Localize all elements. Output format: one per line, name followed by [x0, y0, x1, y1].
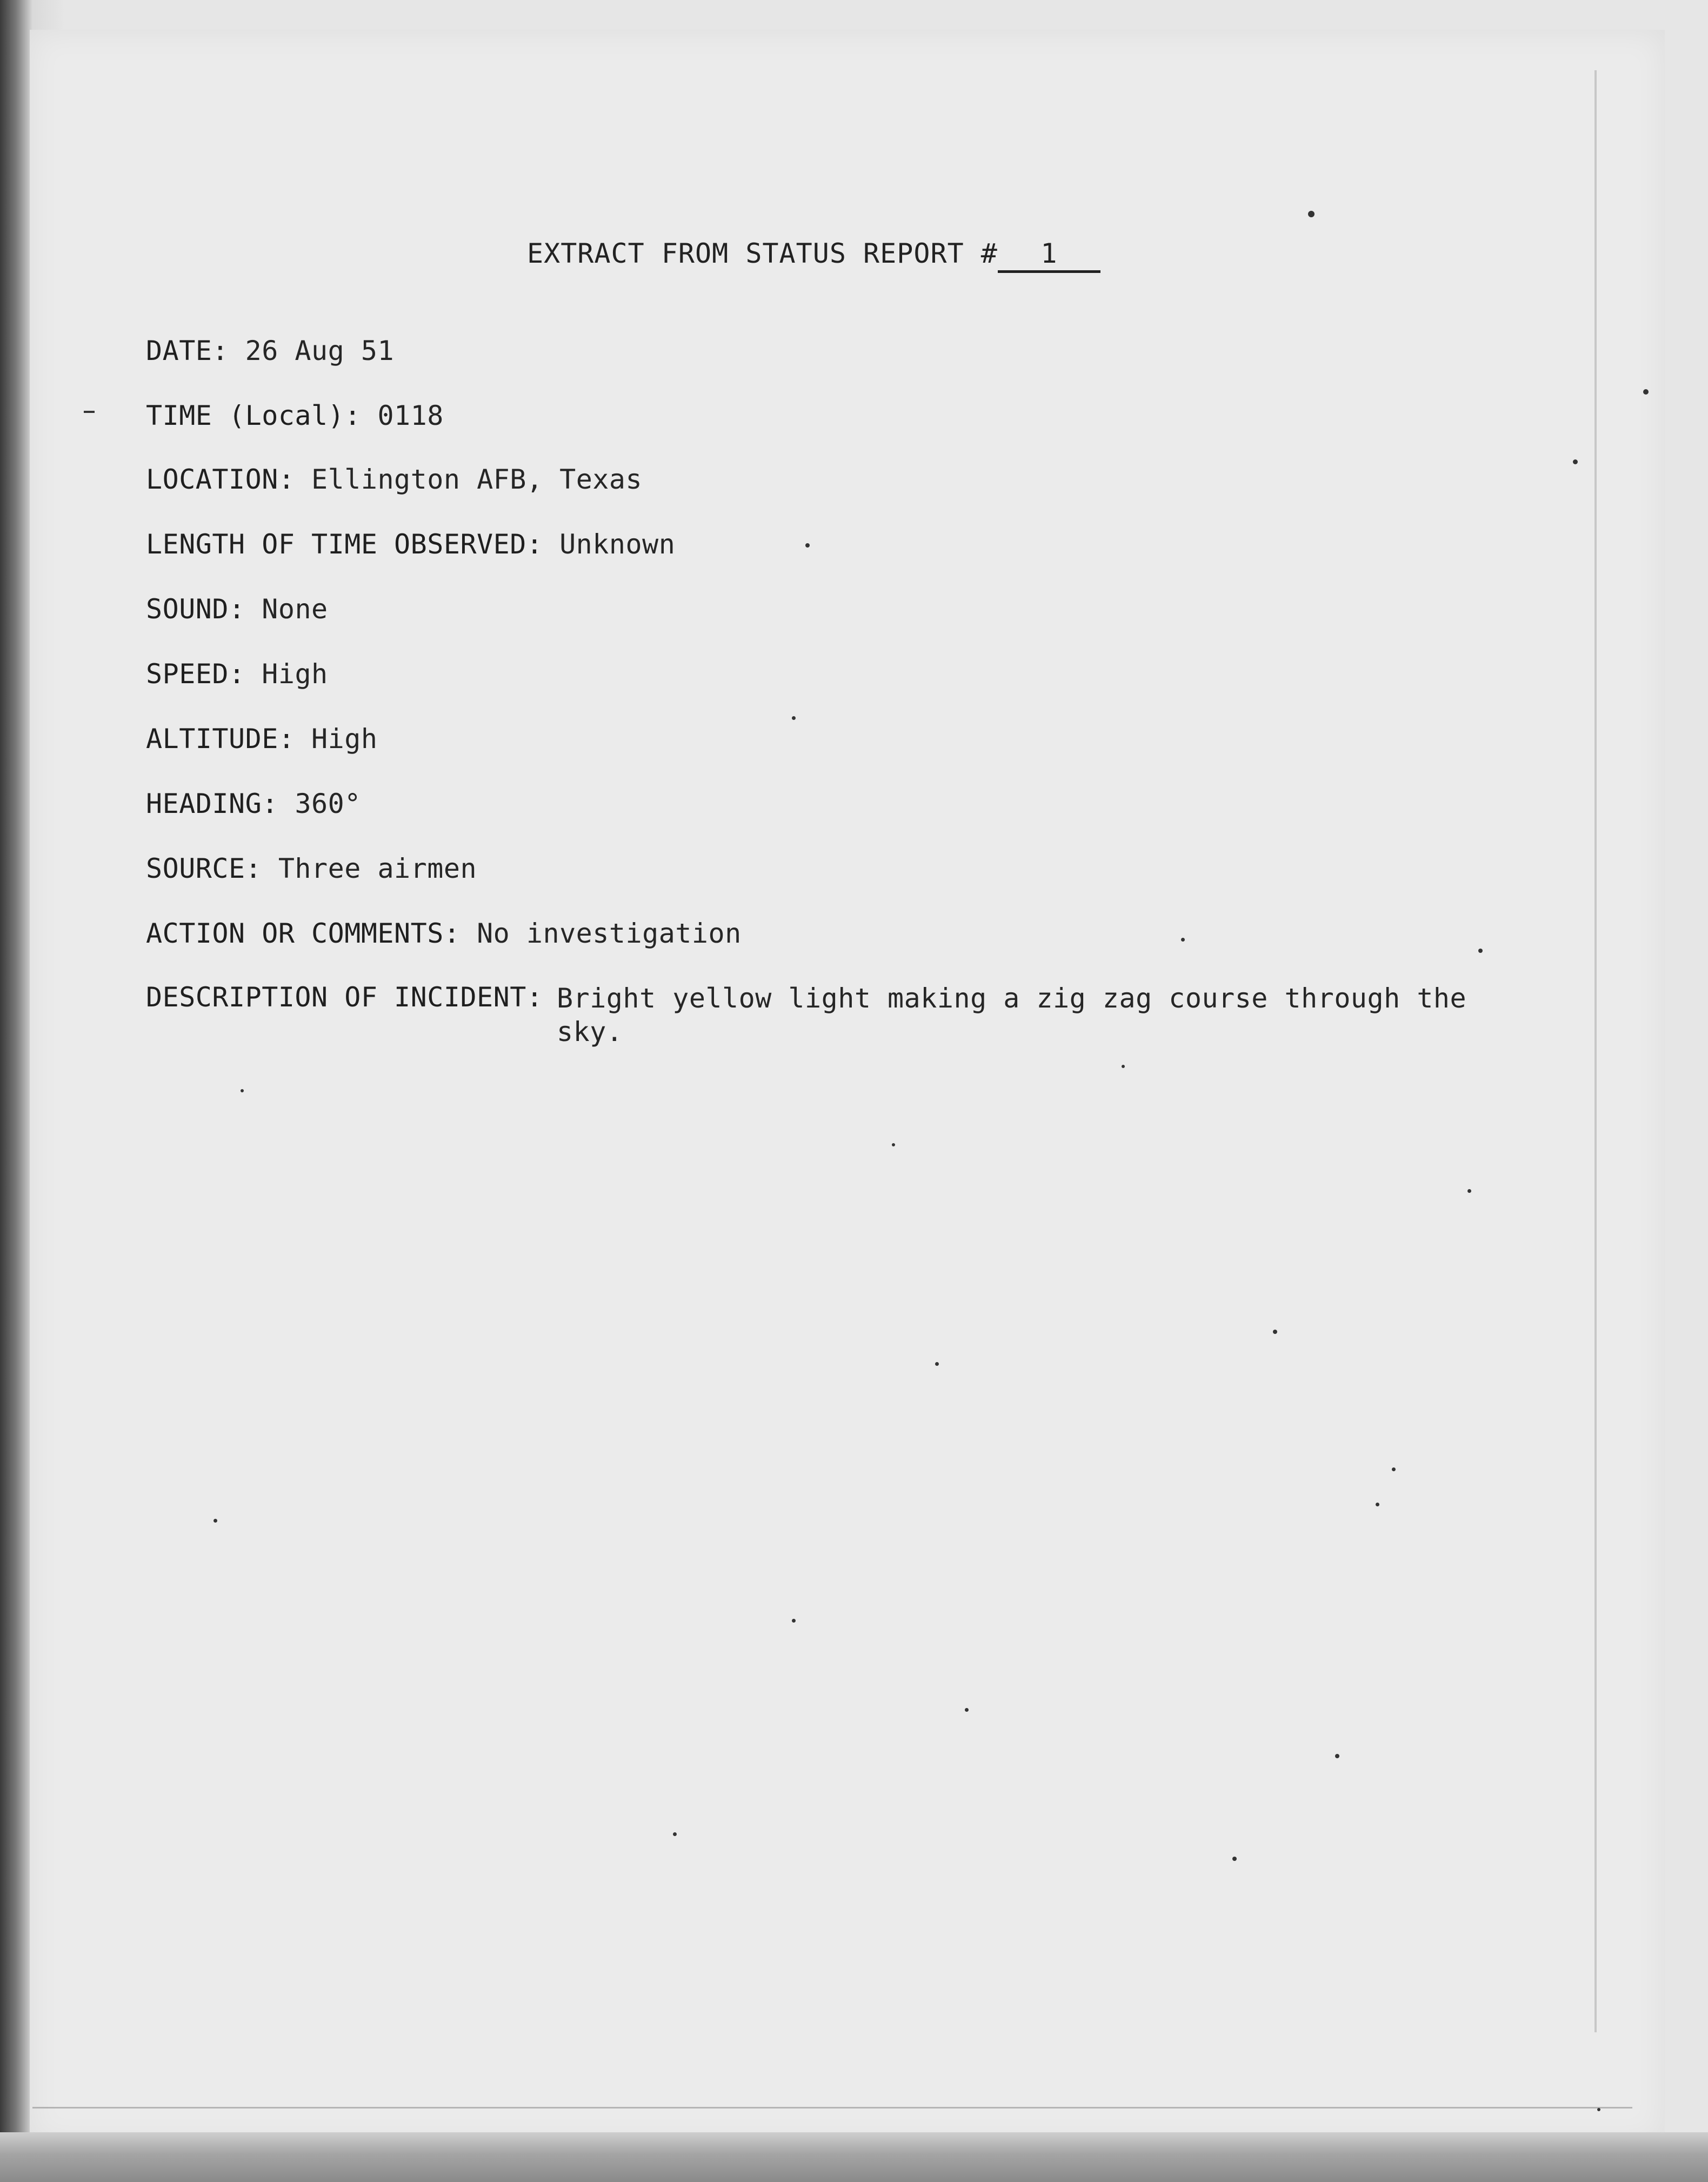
scan-speck [241, 1089, 244, 1092]
time-label: TIME (Local): [146, 400, 361, 431]
sound-value: None [262, 593, 328, 625]
scan-speck [1573, 459, 1578, 464]
field-source [146, 853, 477, 884]
scan-speck [805, 543, 810, 548]
scan-speck [673, 1832, 677, 1836]
sound-label: SOUND: [146, 593, 245, 625]
scan-speck [1597, 2108, 1600, 2111]
scan-speck [1643, 389, 1649, 395]
scan-speck [792, 1619, 796, 1623]
scan-speck [1467, 1189, 1471, 1193]
field-description [146, 982, 1476, 1049]
description-value: Bright yellow light making a zig zag course through the sky. [557, 983, 1467, 1047]
scan-speck [1335, 1754, 1339, 1758]
date-label: DATE: [146, 335, 229, 366]
field-speed [146, 658, 328, 690]
altitude-label: ALTITUDE: [146, 723, 295, 755]
source-value: Three airmen [278, 853, 477, 884]
scan-speck [965, 1708, 969, 1712]
heading-label: HEADING: [146, 788, 278, 819]
scan-speck [792, 716, 796, 720]
time-value: 0118 [377, 400, 444, 431]
date-value: 26 Aug 51 [245, 335, 395, 366]
speed-label: SPEED: [146, 658, 245, 690]
action-value: No investigation [477, 918, 742, 949]
report-title-text: EXTRACT FROM STATUS REPORT # [527, 238, 998, 269]
field-date [146, 335, 394, 366]
report-title [527, 238, 1100, 273]
scan-speck [1273, 1330, 1277, 1334]
scan-speck [214, 1519, 217, 1523]
scan-speck [1232, 1857, 1237, 1861]
altitude-value: High [311, 723, 378, 755]
report-number: 1 [998, 240, 1100, 273]
page-edge-line [1594, 70, 1597, 2032]
scan-speck [892, 1143, 895, 1146]
location-value: Ellington AFB, Texas [311, 464, 643, 495]
scan-bottom-band [0, 2132, 1708, 2182]
scan-speck [1392, 1467, 1396, 1471]
scan-speck [1308, 211, 1315, 217]
length-value: Unknown [559, 529, 676, 560]
scan-speck [1376, 1503, 1379, 1506]
field-location [146, 464, 642, 495]
description-label: DESCRIPTION OF INCIDENT: [146, 982, 543, 1013]
scan-speck [1181, 938, 1185, 942]
field-action-comments [146, 918, 742, 949]
page-bottom-line [32, 2107, 1632, 2108]
speed-value: High [262, 658, 328, 690]
location-label: LOCATION: [146, 464, 295, 495]
field-heading [146, 788, 361, 819]
field-length-observed [146, 529, 675, 560]
source-label: SOURCE: [146, 853, 262, 884]
heading-value: 360° [295, 788, 361, 819]
scan-speck [935, 1362, 939, 1366]
action-label: ACTION OR COMMENTS: [146, 918, 461, 949]
margin-dash-mark [84, 411, 95, 413]
scan-speck [1478, 949, 1483, 953]
field-altitude [146, 723, 377, 755]
length-label: LENGTH OF TIME OBSERVED: [146, 529, 543, 560]
field-time [146, 400, 444, 431]
scan-speck [1122, 1065, 1125, 1068]
field-sound [146, 593, 328, 625]
